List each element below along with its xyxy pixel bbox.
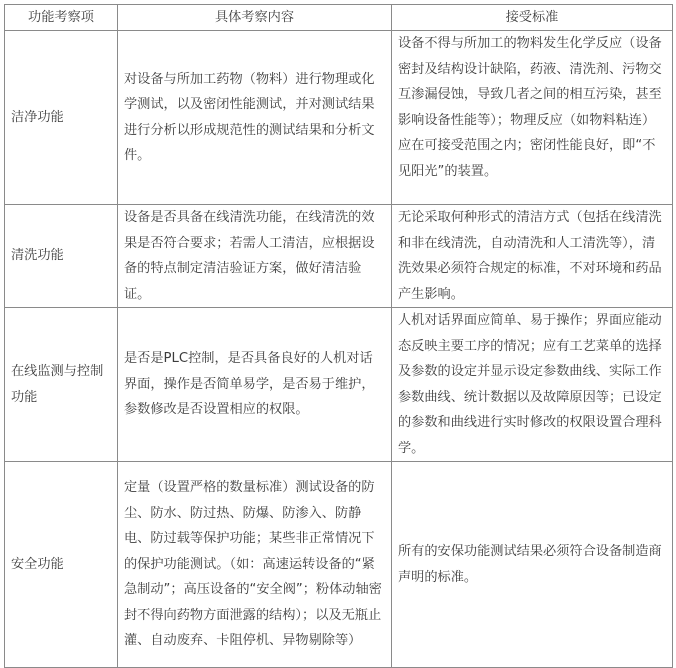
table-row <box>5 308 673 462</box>
header-item: 功能考察项 <box>5 5 118 31</box>
row-standard: 设备不得与所加工的物料发生化学反应（设备密封及结构设计缺陷，药液、清洗剂、污物交互渗漏侵蚀，导致几者之间的相互污染，甚至影响设备性能等）；物理反应（如物料粘连）应在可接受范围之内；密闭性能良好，即“不见阳光”的装置。 <box>392 31 673 205</box>
table-row <box>5 205 673 308</box>
row-item: 洁净功能 <box>5 31 118 205</box>
row-standard: 所有的安保功能测试结果必须符合设备制造商声明的标准。 <box>392 462 673 668</box>
table-row <box>5 462 673 668</box>
row-content: 设备是否具备在线清洗功能，在线清洗的效果是否符合要求；若需人工清洁，应根据设备的特点制定清洁验证方案，做好清洁验证。 <box>118 205 392 308</box>
header-standard: 接受标准 <box>392 5 673 31</box>
row-item: 清洗功能 <box>5 205 118 308</box>
row-content: 是否是PLC控制，是否具备良好的人机对话界面，操作是否简单易学，是否易于维护，参数修改是否设置相应的权限。 <box>118 308 392 462</box>
header-row <box>5 5 673 31</box>
row-content: 对设备与所加工药物（物料）进行物理或化学测试，以及密闭性能测试，并对测试结果进行分析以形成规范性的测试结果和分析文件。 <box>118 31 392 205</box>
header-content: 具体考察内容 <box>118 5 392 31</box>
row-item: 在线监测与控制功能 <box>5 308 118 462</box>
row-standard: 无论采取何种形式的清洁方式（包括在线清洗和非在线清洗，自动清洗和人工清洗等），清洗效果必须符合规定的标准，不对环境和药品产生影响。 <box>392 205 673 308</box>
inspection-table <box>4 4 673 668</box>
row-item: 安全功能 <box>5 462 118 668</box>
row-standard: 人机对话界面应简单、易于操作；界面应能动态反映主要工序的情况；应有工艺菜单的选择及参数的设定并显示设定参数曲线、实际工作参数曲线、统计数据以及故障原因等；已设定的参数和曲线进行实时修改的权限设置合理科学。 <box>392 308 673 462</box>
row-content: 定量（设置严格的数量标准）测试设备的防尘、防水、防过热、防爆、防渗入、防静电、防过载等保护功能；某些非正常情况下的保护功能测试。（如：高速运转设备的“紧急制动”；高压设备的“安全阀”；粉体动轴密封不得向药物方面泄露的结构）；以及无瓶止灌、自动废弃、卡阻停机、异物剔除等） <box>118 462 392 668</box>
table-row <box>5 31 673 205</box>
